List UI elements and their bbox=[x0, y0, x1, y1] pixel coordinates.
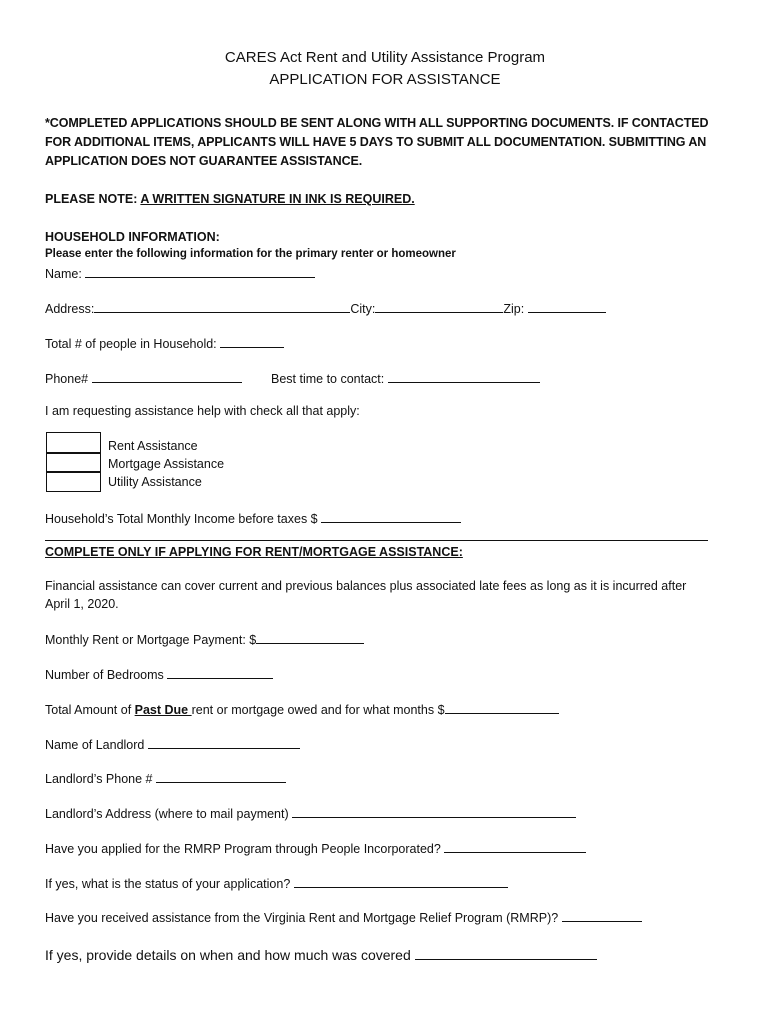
income-field[interactable] bbox=[321, 509, 461, 523]
address-label: Address: bbox=[45, 302, 95, 316]
household-heading: HOUSEHOLD INFORMATION: bbox=[45, 230, 220, 244]
zip-label: Zip: bbox=[503, 302, 525, 316]
people-field[interactable] bbox=[220, 334, 284, 348]
details-field[interactable] bbox=[415, 944, 597, 960]
virginia-field[interactable] bbox=[562, 908, 642, 922]
landlord-name-row bbox=[45, 735, 300, 753]
signature-note bbox=[45, 191, 415, 207]
landlord-phone-label: Landlord’s Phone # bbox=[45, 772, 153, 786]
rmrp-people-label: Have you applied for the RMRP Program through People Incorporated? bbox=[45, 842, 441, 856]
utility-assistance-checkbox[interactable] bbox=[46, 472, 101, 492]
income-row bbox=[45, 509, 461, 527]
best-time-label: Best time to contact: bbox=[271, 372, 385, 386]
landlord-name-field[interactable] bbox=[148, 735, 300, 749]
people-row bbox=[45, 334, 284, 352]
monthly-payment-row bbox=[45, 630, 364, 648]
address-field[interactable] bbox=[94, 299, 350, 313]
rmrp-people-field[interactable] bbox=[444, 839, 586, 853]
landlord-name-label: Name of Landlord bbox=[45, 738, 145, 752]
past-due-row bbox=[45, 700, 559, 718]
landlord-address-label: Landlord’s Address (where to mail payment) bbox=[45, 807, 289, 821]
landlord-address-field[interactable] bbox=[292, 804, 576, 818]
monthly-payment-field[interactable] bbox=[256, 630, 364, 644]
details-row bbox=[45, 944, 597, 964]
phone-row bbox=[45, 369, 242, 387]
phone-label: Phone# bbox=[45, 372, 89, 386]
name-field[interactable] bbox=[85, 264, 315, 278]
rent-section-heading: COMPLETE ONLY IF APPLYING FOR RENT/MORTGAGE ASSISTANCE: bbox=[45, 545, 463, 559]
landlord-phone-row bbox=[45, 769, 286, 787]
bedrooms-row bbox=[45, 665, 273, 683]
past-due-suffix: rent or mortgage owed and for what months $ bbox=[191, 703, 445, 717]
landlord-phone-field[interactable] bbox=[156, 769, 286, 783]
signature-note-emphasis: A WRITTEN SIGNATURE IN INK IS REQUIRED. bbox=[140, 192, 415, 206]
virginia-row bbox=[45, 908, 642, 926]
phone-field[interactable] bbox=[92, 369, 242, 383]
rent-assistance-label: Rent Assistance bbox=[108, 439, 198, 453]
past-due-field[interactable] bbox=[445, 700, 559, 714]
past-due-emphasis: Past Due bbox=[134, 703, 192, 717]
mortgage-assistance-checkbox[interactable] bbox=[46, 453, 101, 472]
form-title: CARES Act Rent and Utility Assistance Program bbox=[224, 49, 546, 66]
income-label: Household’s Total Monthly Income before taxes $ bbox=[45, 512, 318, 526]
request-label: I am requesting assistance help with check all that apply: bbox=[45, 404, 360, 418]
details-label: If yes, provide details on when and how much was covered bbox=[45, 947, 411, 963]
virginia-label: Have you received assistance from the Virginia Rent and Mortgage Relief Program (RMRP)? bbox=[45, 911, 559, 925]
past-due-prefix: Total Amount of bbox=[45, 703, 135, 717]
people-label: Total # of people in Household: bbox=[45, 337, 217, 351]
mortgage-assistance-label: Mortgage Assistance bbox=[108, 457, 225, 471]
monthly-payment-label: Monthly Rent or Mortgage Payment: $ bbox=[45, 633, 257, 647]
rent-info-line1: Financial assistance can cover current and previous balances plus associated late fees as long as it is incurred after bbox=[45, 579, 687, 593]
rmrp-people-row bbox=[45, 839, 586, 857]
zip-field[interactable] bbox=[528, 299, 606, 313]
bedrooms-field[interactable] bbox=[167, 665, 273, 679]
landlord-address-row bbox=[45, 804, 576, 822]
city-field[interactable] bbox=[375, 299, 503, 313]
bedrooms-label: Number of Bedrooms bbox=[45, 668, 164, 682]
rent-info-line2: April 1, 2020. bbox=[45, 597, 119, 611]
status-field[interactable] bbox=[294, 874, 508, 888]
city-label: City: bbox=[350, 302, 376, 316]
name-row bbox=[45, 264, 315, 282]
rent-assistance-checkbox[interactable] bbox=[46, 432, 101, 453]
status-row bbox=[45, 874, 508, 892]
form-subtitle: APPLICATION FOR ASSISTANCE bbox=[269, 71, 501, 88]
utility-assistance-label: Utility Assistance bbox=[108, 475, 202, 489]
best-time-row bbox=[271, 369, 540, 387]
address-row bbox=[45, 299, 606, 317]
status-label: If yes, what is the status of your application? bbox=[45, 877, 291, 891]
household-subheading: Please enter the following information for the primary renter or homeowner bbox=[45, 248, 456, 260]
signature-note-prefix: PLEASE NOTE: bbox=[45, 192, 141, 206]
section-divider bbox=[45, 540, 708, 541]
best-time-field[interactable] bbox=[388, 369, 540, 383]
name-label: Name: bbox=[45, 267, 82, 281]
submission-notice: *COMPLETED APPLICATIONS SHOULD BE SENT ALONG WITH ALL SUPPORTING DOCUMENTS. IF CONTACTED FOR ADDITIONAL ITEMS, APPLICANTS WILL HAVE 5 DAYS TO SUBMIT ALL DOCUMENTATION. SUBMITTING AN APPLICATION DOES NOT GUARANTEE ASSISTANCE. bbox=[45, 116, 709, 168]
